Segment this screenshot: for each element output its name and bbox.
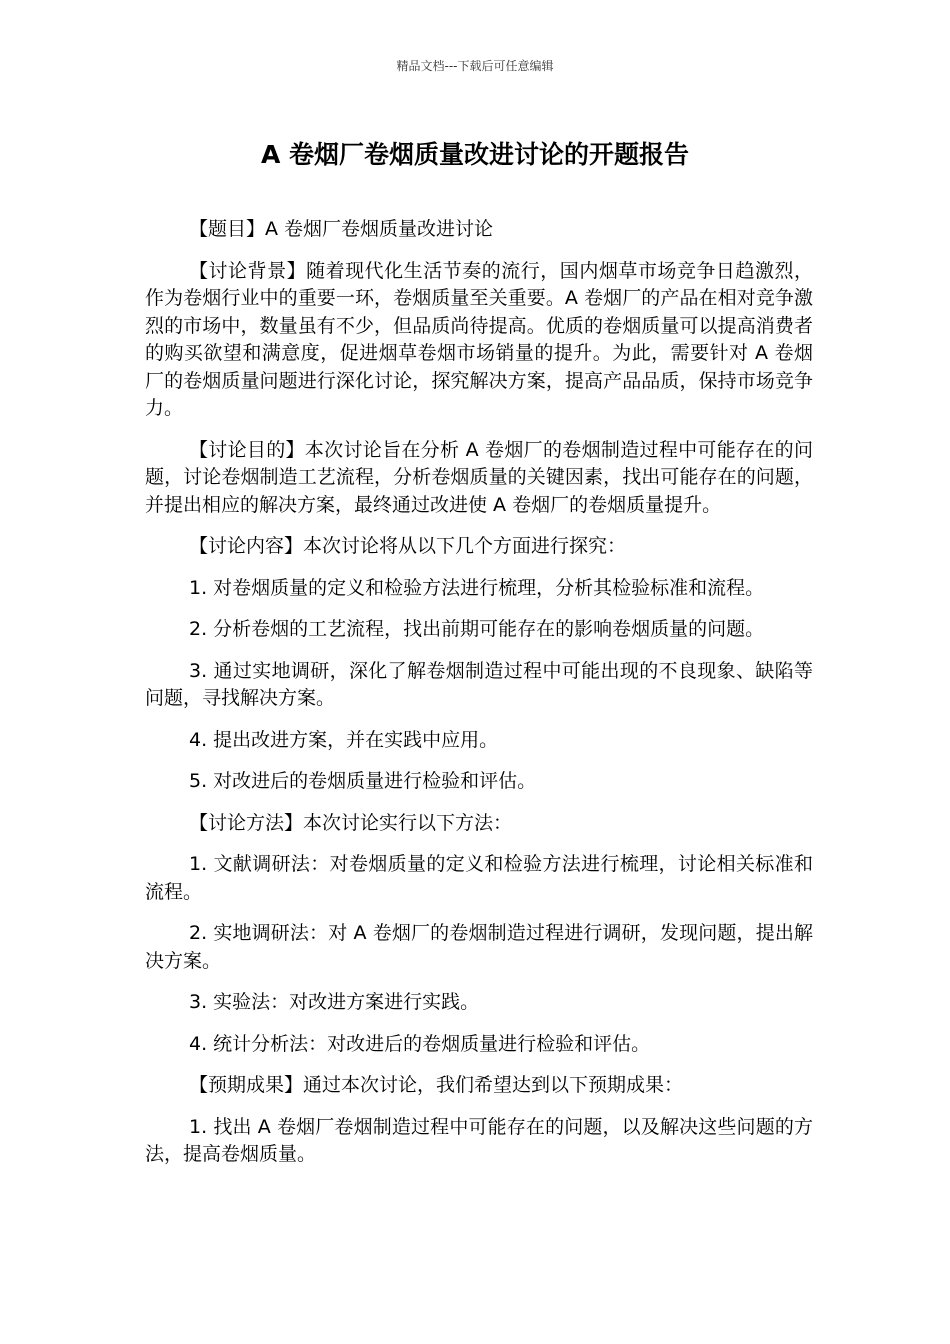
list-item-method-2: 2. 实地调研法：对 A 卷烟厂的卷烟制造过程进行调研，发现问题，提出解决方案。 (145, 922, 813, 972)
list-item-method-4: 4. 统计分析法：对改进后的卷烟质量进行检验和评估。 (189, 1032, 651, 1055)
paragraph-background: 【讨论背景】随着现代化生活节奏的流行，国内烟草市场竞争日趋激烈，作为卷烟行业中的重要一环，卷烟质量至关重要。A 卷烟厂的产品在相对竞争激烈的市场中，数量虽有不少，但品质尚待提高。优质的卷烟质量可以提高消费者的购买欲望和满意度，促进烟草卷烟市场销量的提升。为此，需要针对 A 卷烟厂的卷烟质量问题进行深化讨论，探究解决方案，提高产品品质，保持市场竞争力。 (145, 259, 813, 419)
list-item-outcome-1: 1. 找出 A 卷烟厂卷烟制造过程中可能存在的问题，以及解决这些问题的方法，提高卷烟质量。 (145, 1115, 813, 1165)
paragraph-method-intro: 【讨论方法】本次讨论实行以下方法： (189, 811, 513, 834)
paragraph-outcome-intro: 【预期成果】通过本次讨论，我们希望达到以下预期成果： (189, 1074, 684, 1096)
document-title: A 卷烟厂卷烟质量改进讨论的开题报告 (260, 140, 690, 169)
paragraph-topic: 【题目】A 卷烟厂卷烟质量改进讨论 (189, 218, 494, 240)
paragraph-purpose: 【讨论目的】本次讨论旨在分析 A 卷烟厂的卷烟制造过程中可能存在的问题，讨论卷烟制造工艺流程，分析卷烟质量的关键因素，找出可能存在的问题，并提出相应的解决方案，最终通过改进使 A 卷烟厂的卷烟质量提升。 (145, 438, 813, 516)
list-item-content-2: 2. 分析卷烟的工艺流程，找出前期可能存在的影响卷烟质量的问题。 (189, 618, 765, 640)
list-item-content-3: 3. 通过实地调研，深化了解卷烟制造过程中可能出现的不良现象、缺陷等问题，寻找解决方案。 (145, 659, 813, 709)
list-item-content-4: 4. 提出改进方案，并在实践中应用。 (189, 728, 499, 751)
list-item-content-1: 1. 对卷烟质量的定义和检验方法进行梳理，分析其检验标准和流程。 (189, 576, 765, 599)
paragraph-content-intro: 【讨论内容】本次讨论将从以下几个方面进行探究： (189, 535, 627, 557)
list-item-method-3: 3. 实验法：对改进方案进行实践。 (189, 991, 480, 1013)
header-note: 精品文档---下载后可任意编辑 (396, 59, 554, 73)
document-body (145, 216, 813, 1183)
list-item-method-1: 1. 文献调研法：对卷烟质量的定义和检验方法进行梳理，讨论相关标准和流程。 (145, 853, 813, 903)
list-item-content-5: 5. 对改进后的卷烟质量进行检验和评估。 (189, 770, 537, 792)
